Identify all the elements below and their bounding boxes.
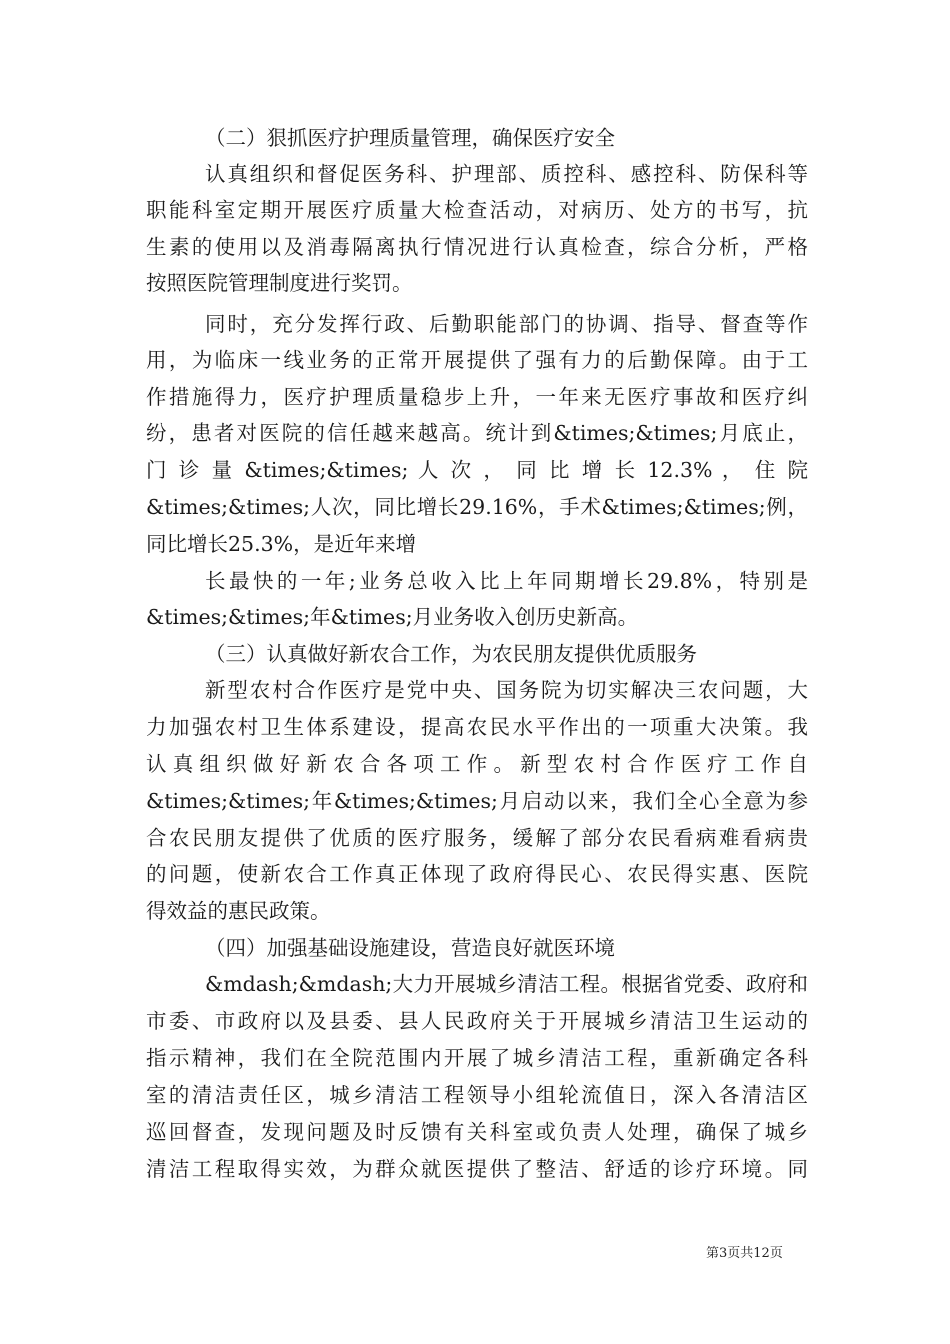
- paragraph-line: 按照医院管理制度进行奖罚。: [146, 271, 413, 295]
- heading-section-4: （四）加强基础设施建设，营造良好就医环境: [205, 936, 615, 960]
- paragraph-line: 用，为临床一线业务的正常开展提供了强有力的后勤保障。由于工: [146, 348, 808, 372]
- paragraph-line: 巡回督查，发现问题及时反馈有关科室或负责人处理，确保了城乡: [146, 1120, 808, 1144]
- paragraph-line: 市委、市政府以及县委、县人民政府关于开展城乡清洁卫生运动的: [146, 1009, 808, 1033]
- paragraph-line: &times;&times;人次，同比增长29.16%，手术&times;&times;例，: [146, 495, 808, 519]
- paragraph-line: 门 诊 量 &times;&times; 人 次 ， 同 比 增 长 12.3% ， 住 院: [146, 458, 808, 482]
- paragraph-line: 纷，患者对医院的信任越来越高。统计到&times;&times;月底止，: [146, 421, 808, 445]
- paragraph-line: &mdash;&mdash;大力开展城乡清洁工程。根据省党委、政府和: [205, 972, 808, 996]
- paragraph-line: 指示精神，我们在全院范围内开展了城乡清洁工程，重新确定各科: [146, 1046, 808, 1070]
- paragraph-line: 室的清洁责任区，城乡清洁工程领导小组轮流值日，深入各清洁区: [146, 1083, 808, 1107]
- paragraph-line: 职能科室定期开展医疗质量大检查活动，对病历、处方的书写，抗: [146, 198, 808, 222]
- heading-section-3: （三）认真做好新农合工作，为农民朋友提供优质服务: [205, 642, 697, 666]
- paragraph-line: 认真组织和督促医务科、护理部、质控科、感控科、防保科等: [205, 162, 808, 186]
- paragraph-line: 清洁工程取得实效，为群众就医提供了整洁、舒适的诊疗环境。同: [146, 1157, 808, 1181]
- paragraph-line: 得效益的惠民政策。: [146, 899, 331, 923]
- paragraph-line: 长最快的一年;业务总收入比上年同期增长29.8%，特别是: [205, 569, 808, 593]
- paragraph-line: 认真组织做好新农合各项工作。新型农村合作医疗工作自: [146, 752, 808, 776]
- paragraph-line: &times;&times;年&times;&times;月启动以来，我们全心全意为参: [146, 789, 808, 813]
- paragraph-line: 同时，充分发挥行政、后勤职能部门的协调、指导、督查等作: [205, 312, 808, 336]
- paragraph-line: 合农民朋友提供了优质的医疗服务，缓解了部分农民看病难看病贵: [146, 826, 808, 850]
- heading-section-2: （二）狠抓医疗护理质量管理，确保医疗安全: [205, 126, 615, 150]
- paragraph-line: 的问题，使新农合工作真正体现了政府得民心、农民得实惠、医院: [146, 862, 808, 886]
- page-number: 第3页共12页: [706, 1246, 783, 1261]
- paragraph-line: 作措施得力，医疗护理质量稳步上升，一年来无医疗事故和医疗纠: [146, 385, 808, 409]
- paragraph-line: 同比增长25.3%，是近年来增: [146, 532, 417, 556]
- paragraph-line: 力加强农村卫生体系建设，提高农民水平作出的一项重大决策。我: [146, 715, 808, 739]
- paragraph-line: 新型农村合作医疗是党中央、国务院为切实解决三农问题，大: [205, 678, 808, 702]
- paragraph-line: 生素的使用以及消毒隔离执行情况进行认真检查，综合分析，严格: [146, 235, 808, 259]
- paragraph-line: &times;&times;年&times;月业务收入创历史新高。: [146, 605, 639, 629]
